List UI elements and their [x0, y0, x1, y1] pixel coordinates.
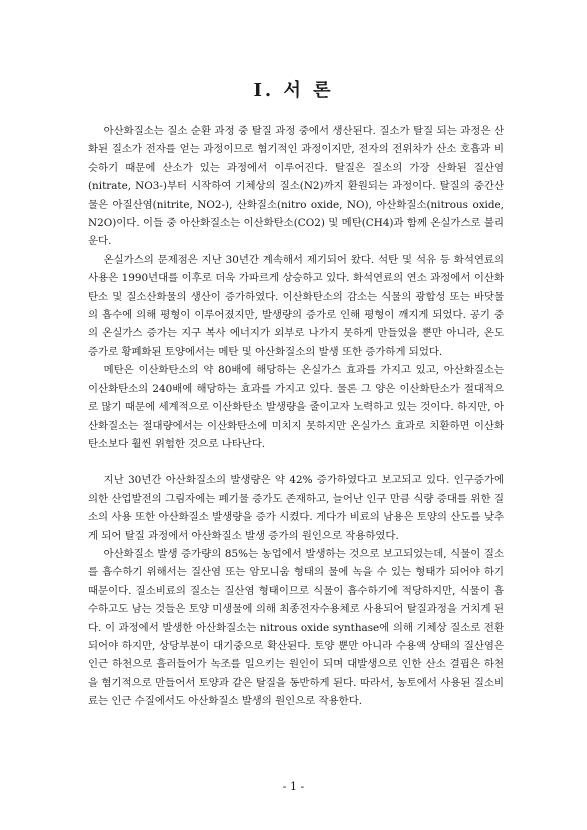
- paragraph-1: 아산화질소는 질소 순환 과정 중 탈질 과정 중에서 생산된다. 질소가 탈질 되는 과정은 산화된 질소가 전자를 얻는 과정이므로 혐기적인 과정이지만, 전자의 전위차가 산소 호흡과 비슷하기 때문에 산소가 있는 과정에서 이루어진다. 탈질은 질소의 가장 산화된 질산염(nitrate, NO3-)부터 시작하여 기체상의 질소(N2)까지 환원되는 과정이다. 탈질의 중간산물은 아질산염(nitrite, NO2-), 산화질소(nitro oxide, NO), 아산화질소(nitrous oxide, N2O)이다. 이들 중 아산화질소는 이산화탄소(CO2) 및 메탄(CH4)과 함께 온실가스로 불리운다.: [88, 125, 504, 248]
- section-title: I. 서 론: [253, 80, 334, 101]
- paragraph-3: 메탄은 이산화탄소의 약 80배에 해당하는 온실가스 효과를 가지고 있고, 아산화질소는 이산화탄소의 240배에 해당하는 효과를 가지고 있다. 물론 그 양은 이산화탄소가 절대적으로 많기 때문에 세계적으로 이산화탄소 발생량을 줄이고자 노력하고 있는 것이다. 하지만, 아산화질소는 절대량에서는 이산화탄소에 미치지 못하지만 온실가스 효과로 치환하면 이산화탄소보다 훨씬 위험한 것으로 나타난다.: [88, 364, 504, 450]
- paragraph-gap: [88, 453, 504, 471]
- document-body: [88, 122, 504, 711]
- page-number: - 1 -: [282, 780, 305, 793]
- paragraph-5: 아산화질소 발생 증가량의 85%는 농업에서 발생하는 것으로 보고되었는데, 식물이 질소를 흡수하기 위해서는 질산염 또는 암모니움 형태의 물에 녹을 수 있는 형태가 되어야 하기 때문이다. 질소비료의 질소는 질산염 형태이므로 식물이 흡수하기에 적당하지만, 식물이 흡수하고도 남는 것들은 토양 미생물에 의해 최종전자수용체로 사용되어 탈질과정을 거치게 된다. 이 과정에서 발생한 아산화질소는 nitrous oxide synthase에 의해 기체상 질소로 전환되어야 하지만, 상당부분이 대기중으로 확산된다. 토양 뿐만 아니라 수용액 상태의 질산염은 인근 하천으로 흘러들어가 녹조를 일으키는 원인이 되며 대발생으로 인한 산소 결핍은 하천을 혐기적으로 만들어서 토양과 같은 탈질을 동반하게 된다. 따라서, 농토에서 사용된 질소비료는 인근 수질에서도 아산화질소 발생의 원인으로 작용한다.: [88, 547, 504, 708]
- paragraph-4: 지난 30년간 아산화질소의 발생량은 약 42% 증가하였다고 보고되고 있다. 인구증가에 의한 산업발전의 그림자에는 폐기물 증가도 존재하고, 늘어난 인구 만큼 식량 증대를 위한 질소의 사용 또한 아산화질소 발생량을 증가 시켰다. 게다가 비료의 남용은 토양의 산도를 낮추게 되어 탈질 과정에서 아산화질소 발생 증가의 원인으로 작용하였다.: [88, 474, 504, 542]
- paragraph-2: 온실가스의 문제점은 지난 30년간 계속해서 제기되어 왔다. 석탄 및 석유 등 화석연료의 사용은 1990년대를 이후로 더욱 가파르게 상승하고 있다. 화석연료의 연소 과정에서 이산화탄소 및 질소산화물의 생산이 증가하였다. 이산화탄소의 감소는 식물의 광합성 또는 바닷물의 흡수에 의해 평형이 이루어졌지만, 발생량의 증가로 인해 평형이 깨지게 되었다. 공기 중의 온실가스 증가는 지구 복사 에너지가 외부로 나가지 못하게 만들었을 뿐만 아니라, 온도 증가로 황폐화된 토양에서는 메탄 및 아산화질소의 발생 또한 증가하게 되었다.: [88, 253, 504, 358]
